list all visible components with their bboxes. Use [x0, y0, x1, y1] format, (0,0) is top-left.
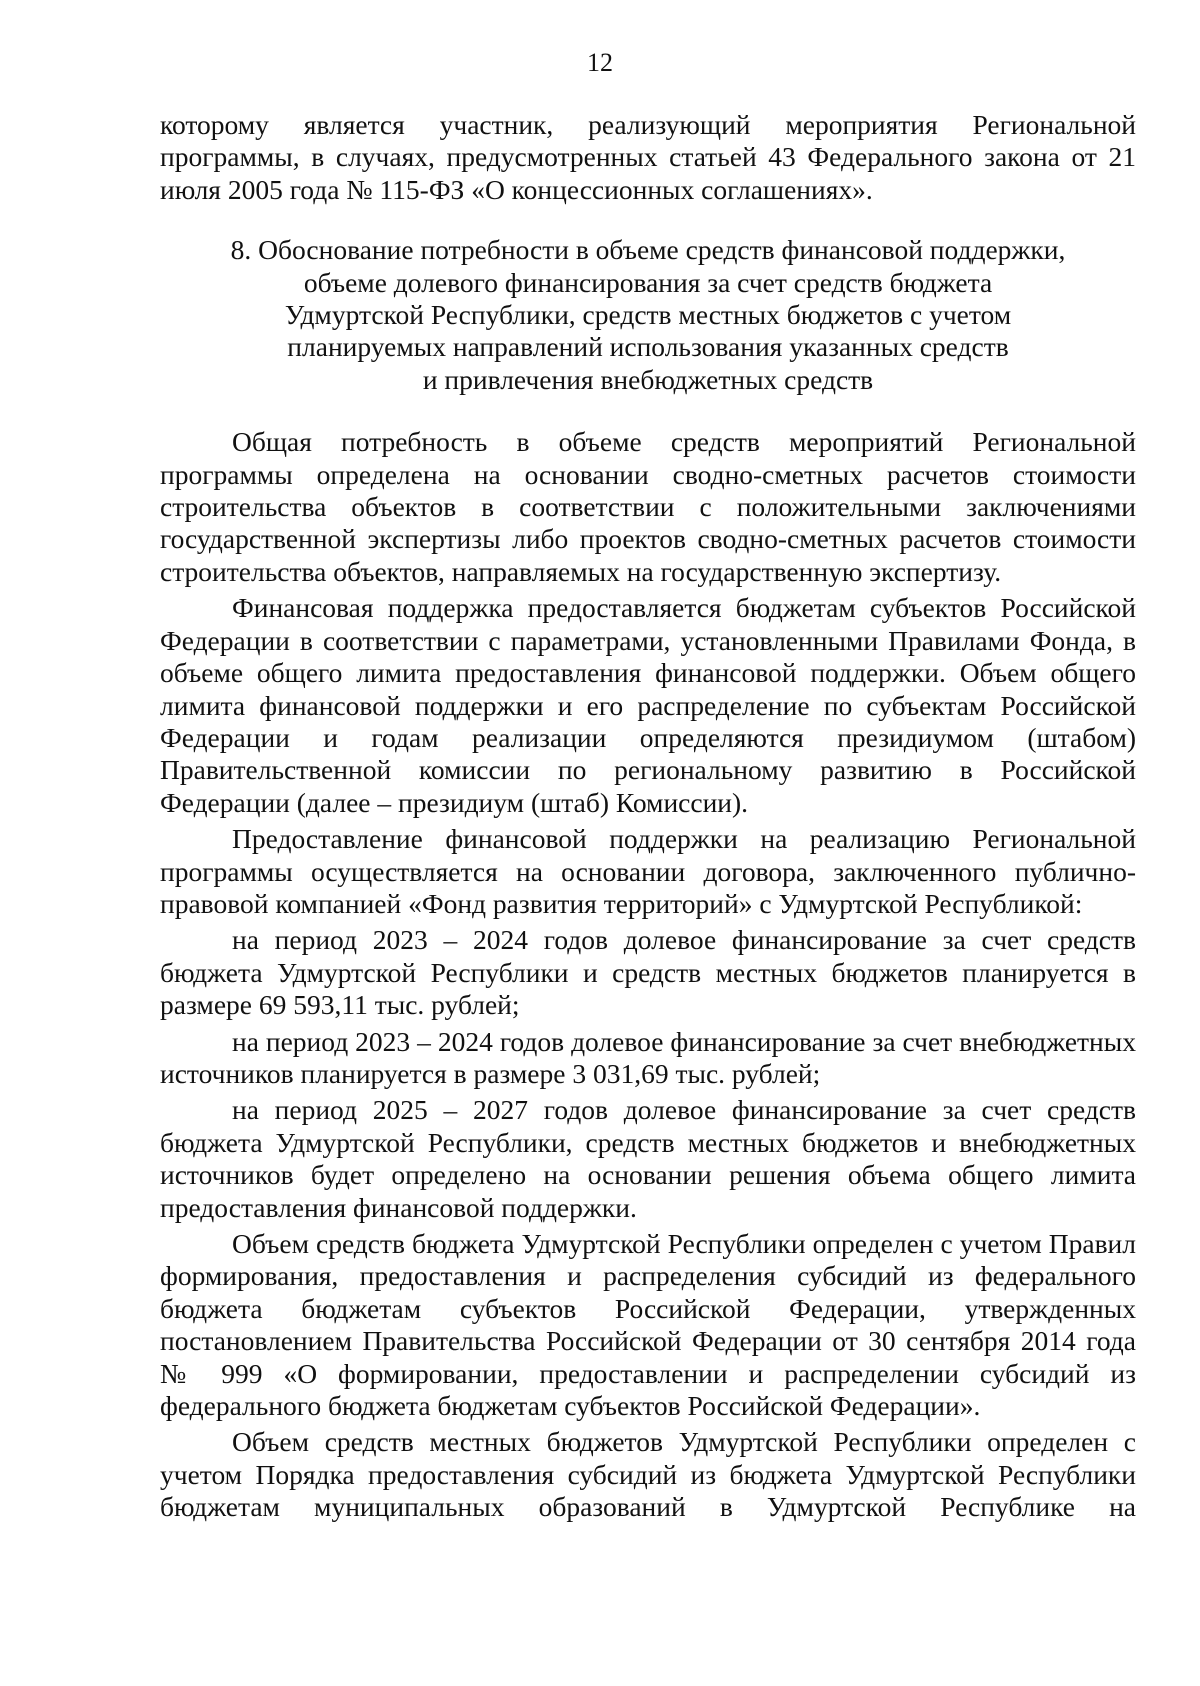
- section-heading-line: и привлечения внебюджетных средств: [422, 363, 874, 395]
- paragraph-period-2023-2024-budget: на период 2023 – 2024 годов долевое финансирование за счет средств бюджета Удмуртской Республики и средств местных бюджетов планируется в размере 69 593,11 тыс. рублей;: [160, 924, 1136, 1021]
- paragraph-financial-support: Финансовая поддержка предоставляется бюджетам субъектов Российской Федерации в соответствии с параметрами, установленными Правилами Фонда, в объеме общего лимита предоставления финансовой поддержки. Объем общего лимита финансовой поддержки и его распределение по субъектам Российской Федерации и годам реализации определяются президиумом (штабом) Правительственной комиссии по региональному развитию в Российской Федерации (далее – президиум (штаб) Комиссии).: [160, 592, 1136, 818]
- section-heading-line: планируемых направлений использования указанных средств: [287, 331, 1009, 363]
- paragraph-period-2023-2024-extrabudgetary: на период 2023 – 2024 годов долевое финансирование за счет внебюджетных источников планируется в размере 3 031,69 тыс. рублей;: [160, 1025, 1136, 1089]
- section-heading: [160, 234, 1136, 396]
- paragraph-total-need: Общая потребность в объеме средств мероприятий Региональной программы определена на основании сводно-сметных расчетов стоимости строительства объектов в соответствии с положительными заключениями государственной экспертизы либо проектов сводно-сметных расчетов стоимости строительства объектов, направляемых на государственную экспертизу.: [160, 426, 1136, 587]
- section-heading-line: объеме долевого финансирования за счет средств бюджета: [303, 266, 993, 298]
- paragraph-republic-budget: Объем средств бюджета Удмуртской Республики определен с учетом Правил формирования, предоставления и распределения субсидий из федерального бюджета бюджетам субъектов Российской Федерации, утвержденных постановлением Правительства Российской Федерации от 30 сентября 2014 года № 999 «О формировании, предоставлении и распределении субсидий из федерального бюджета бюджетам субъектов Российской Федерации».: [160, 1228, 1136, 1422]
- page-number: 12: [587, 48, 613, 77]
- section-heading-line: Удмуртской Республики, средств местных бюджетов с учетом: [284, 299, 1012, 331]
- paragraph-local-budgets: Объем средств местных бюджетов Удмуртской Республики определен с учетом Порядка предоставления субсидий из бюджета Удмуртской Республики бюджетам муниципальных образований в Удмуртской Республике на: [160, 1426, 1136, 1523]
- document-body: [160, 109, 1136, 1524]
- paragraph-support-provision: Предоставление финансовой поддержки на реализацию Региональной программы осуществляется на основании договора, заключенного публично-правовой компанией «Фонд развития территорий» с Удмуртской Республикой:: [160, 823, 1136, 919]
- section-heading-line: 8. Обоснование потребности в объеме средств финансовой поддержки,: [230, 234, 1066, 266]
- continuation-paragraph: которому является участник, реализующий мероприятия Региональной программы, в случаях, предусмотренных статьей 43 Федерального закона от 21 июля 2005 года № 115-ФЗ «О концессионных соглашениях».: [160, 109, 1136, 205]
- paragraph-period-2025-2027: на период 2025 – 2027 годов долевое финансирование за счет средств бюджета Удмуртской Республики, средств местных бюджетов и внебюджетных источников будет определено на основании решения объема общего лимита предоставления финансовой поддержки.: [160, 1094, 1136, 1223]
